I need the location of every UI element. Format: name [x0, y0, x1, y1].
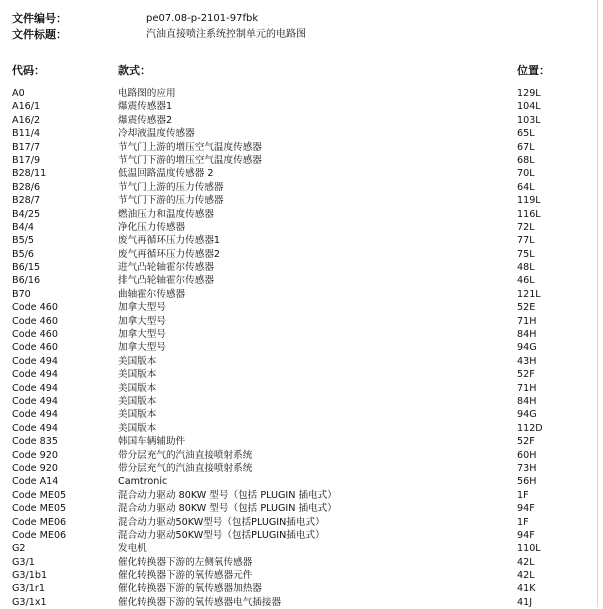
table-row: [0, 395, 603, 408]
table-row: [0, 422, 603, 435]
row-style: 加拿大型号: [118, 302, 166, 314]
row-code: B70: [12, 288, 31, 300]
row-style: 带分层充气的汽油直接喷射系统: [118, 449, 253, 461]
row-code: G3/1r1: [12, 583, 45, 595]
row-style: 韩国车辆辅助件: [118, 436, 186, 448]
table-row: [0, 408, 603, 421]
table-row: [0, 341, 603, 354]
row-style: 废气再循环压力传感器1: [118, 235, 221, 247]
row-code: Code 494: [12, 422, 58, 434]
row-code: A16/2: [12, 114, 41, 126]
doc-title-label: 文件标题：: [12, 28, 67, 41]
row-code: B5/5: [12, 235, 35, 247]
row-code: Code ME06: [12, 516, 67, 528]
row-code: Code 920: [12, 449, 58, 461]
row-style: 混合动力驱动50KW型号（包括PLUGIN插电式）: [118, 529, 325, 541]
row-code: B4/4: [12, 221, 35, 233]
table-row: [0, 556, 603, 569]
table-row: [0, 248, 603, 261]
row-style: 美国版本: [118, 409, 157, 421]
row-code: B11/4: [12, 128, 41, 140]
row-style: 美国版本: [118, 395, 157, 407]
table-row: [0, 315, 603, 328]
row-code: B6/15: [12, 262, 41, 274]
column-header-position: 位置：: [517, 64, 550, 77]
doc-number-value: pe07.08-p-2101-97fbk: [146, 13, 259, 24]
row-position: 75L: [517, 248, 535, 260]
row-position: 73H: [517, 462, 537, 474]
table-row: [0, 569, 603, 582]
row-position: 116L: [517, 208, 541, 220]
row-style: 美国版本: [118, 382, 157, 394]
row-code: Code 920: [12, 462, 58, 474]
row-position: 112D: [517, 422, 543, 434]
table-row: [0, 154, 603, 167]
row-code: B28/6: [12, 181, 41, 193]
row-style: 净化压力传感器: [118, 221, 186, 233]
row-style: 带分层充气的汽油直接喷射系统: [118, 462, 253, 474]
row-position: 42L: [517, 556, 535, 568]
row-style: 节气门下游的压力传感器: [118, 195, 224, 207]
table-row: [0, 355, 603, 368]
row-code: G3/1b1: [12, 570, 48, 582]
row-position: 43H: [517, 355, 537, 367]
table-row: [0, 542, 603, 555]
table-row: [0, 208, 603, 221]
row-style: 节气门上游的压力传感器: [118, 181, 224, 193]
table-row: [0, 127, 603, 140]
row-style: 加拿大型号: [118, 315, 166, 327]
row-position: 67L: [517, 141, 535, 153]
row-style: 进气凸轮轴霍尔传感器: [118, 262, 214, 274]
table-row: [0, 167, 603, 180]
table-row: [0, 382, 603, 395]
row-position: 103L: [517, 114, 541, 126]
table-row: [0, 274, 603, 287]
row-style: 爆震传感器2: [118, 114, 173, 126]
row-code: Code 494: [12, 409, 58, 421]
row-position: 52F: [517, 436, 535, 448]
row-position: 70L: [517, 168, 535, 180]
row-style: 美国版本: [118, 355, 157, 367]
row-style: 节气门上游的增压空气温度传感器: [118, 141, 262, 153]
row-code: B28/11: [12, 168, 47, 180]
row-code: A16/1: [12, 101, 41, 113]
table-row: [0, 221, 603, 234]
table-row: [0, 114, 603, 127]
row-style: 美国版本: [118, 422, 157, 434]
row-position: 41K: [517, 583, 536, 595]
row-style: 催化转换器下游的左侧氧传感器: [118, 556, 253, 568]
table-row: [0, 435, 603, 448]
row-code: Code 494: [12, 382, 58, 394]
table-row: [0, 462, 603, 475]
table-row: [0, 194, 603, 207]
row-position: 52F: [517, 369, 535, 381]
row-code: Code 835: [12, 436, 58, 448]
row-position: 72L: [517, 221, 535, 233]
row-code: Code 494: [12, 369, 58, 381]
row-code: Code ME05: [12, 489, 67, 501]
table-row: [0, 475, 603, 488]
row-style: 混合动力驱动 80KW 型号（包括 PLUGIN 插电式）: [118, 489, 337, 501]
row-style: 混合动力驱动 80KW 型号（包括 PLUGIN 插电式）: [118, 503, 337, 515]
row-position: 1F: [517, 516, 529, 528]
row-code: Code ME05: [12, 503, 67, 515]
row-code: Code 460: [12, 302, 58, 314]
row-style: 节气门下游的增压空气温度传感器: [118, 154, 262, 166]
table-row: [0, 100, 603, 113]
row-style: 催化转换器下游的氧传感器加热器: [118, 583, 262, 595]
table-row: [0, 502, 603, 515]
table-row: [0, 582, 603, 595]
row-code: Code A14: [12, 476, 59, 488]
row-position: 84H: [517, 329, 537, 341]
row-code: Code 494: [12, 355, 58, 367]
row-style: 加拿大型号: [118, 329, 166, 341]
row-position: 71H: [517, 315, 537, 327]
row-position: 110L: [517, 543, 541, 555]
table-row: [0, 368, 603, 381]
table-row: [0, 181, 603, 194]
row-style: Camtronic: [118, 476, 168, 488]
row-code: Code 460: [12, 342, 58, 354]
row-style: 加拿大型号: [118, 342, 166, 354]
row-position: 60H: [517, 449, 537, 461]
row-style: 冷却液温度传感器: [118, 128, 195, 140]
row-style: 低温回路温度传感器 2: [118, 168, 214, 180]
row-position: 71H: [517, 382, 537, 394]
table-row: [0, 87, 603, 100]
row-position: 65L: [517, 128, 535, 140]
column-header-style: 款式：: [118, 64, 151, 77]
row-style: 催化转换器下游的氧传感器元件: [118, 570, 253, 582]
component-table: [0, 87, 603, 609]
row-code: G2: [12, 543, 26, 555]
row-position: 119L: [517, 195, 541, 207]
row-position: 52E: [517, 302, 536, 314]
row-position: 121L: [517, 288, 541, 300]
row-position: 68L: [517, 154, 535, 166]
row-position: 77L: [517, 235, 535, 247]
row-code: B17/9: [12, 154, 41, 166]
table-row: [0, 489, 603, 502]
row-code: Code 460: [12, 329, 58, 341]
doc-number-label: 文件编号：: [12, 12, 67, 25]
table-row: [0, 288, 603, 301]
table-row: [0, 261, 603, 274]
row-style: 排气凸轮轴霍尔传感器: [118, 275, 214, 287]
row-style: 曲轴霍尔传感器: [118, 288, 186, 300]
row-code: G3/1x1: [12, 596, 47, 608]
row-code: B28/7: [12, 195, 41, 207]
row-position: 46L: [517, 275, 535, 287]
row-style: 燃油压力和温度传感器: [118, 208, 214, 220]
row-position: 129L: [517, 88, 541, 99]
row-style: 废气再循环压力传感器2: [118, 248, 221, 260]
row-code: B17/7: [12, 141, 41, 153]
row-position: 56H: [517, 476, 537, 488]
row-position: 104L: [517, 101, 541, 113]
row-code: Code 494: [12, 395, 58, 407]
column-header-code: 代码：: [12, 64, 45, 77]
row-position: 94F: [517, 503, 535, 515]
row-code: B5/6: [12, 248, 35, 260]
row-position: 94G: [517, 342, 537, 354]
row-code: A0: [12, 88, 25, 99]
row-position: 84H: [517, 395, 537, 407]
row-code: G3/1: [12, 556, 35, 568]
table-row: [0, 328, 603, 341]
table-row: [0, 234, 603, 247]
table-row: [0, 301, 603, 314]
row-position: 41J: [517, 596, 533, 608]
table-row: [0, 449, 603, 462]
doc-title-value: 汽油直接喷注系统控制单元的电路图: [146, 29, 306, 40]
row-position: 42L: [517, 570, 535, 582]
row-code: B6/16: [12, 275, 41, 287]
row-code: Code ME06: [12, 529, 67, 541]
row-style: 电路图的应用: [118, 88, 176, 99]
table-row: [0, 141, 603, 154]
row-style: 美国版本: [118, 369, 157, 381]
row-position: 1F: [517, 489, 529, 501]
row-style: 催化转换器下游的氧传感器电气插接器: [118, 596, 282, 608]
table-row: [0, 516, 603, 529]
row-style: 爆震传感器1: [118, 101, 173, 113]
row-position: 48L: [517, 262, 535, 274]
row-position: 64L: [517, 181, 535, 193]
row-style: 混合动力驱动50KW型号（包括PLUGIN插电式）: [118, 516, 325, 528]
row-code: Code 460: [12, 315, 58, 327]
row-position: 94G: [517, 409, 537, 421]
table-row: [0, 596, 603, 609]
row-code: B4/25: [12, 208, 41, 220]
table-row: [0, 529, 603, 542]
row-style: 发电机: [118, 543, 147, 555]
row-position: 94F: [517, 529, 535, 541]
